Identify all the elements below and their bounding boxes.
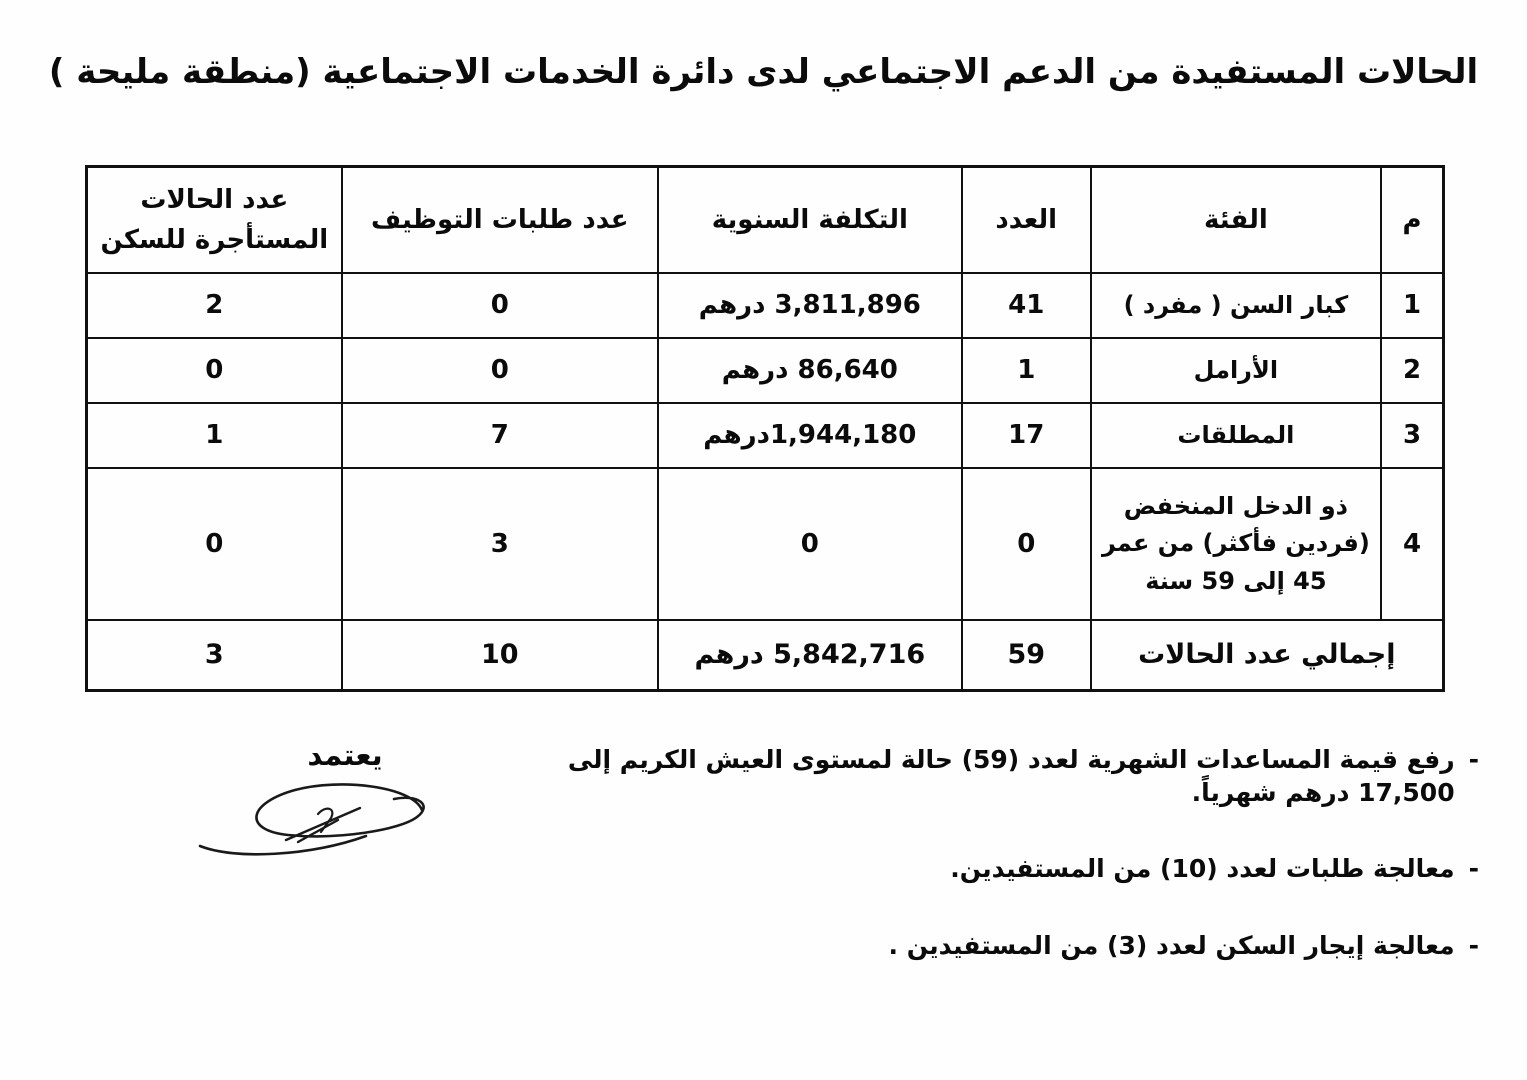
approval-label: يعتمد — [307, 738, 383, 772]
signature — [190, 772, 440, 862]
cases-table — [85, 165, 1445, 692]
cell-count: 0 — [962, 468, 1091, 620]
cell-index: 3 — [1381, 403, 1443, 468]
table-row — [87, 338, 1444, 403]
header-cell-category: الفئة — [1091, 167, 1381, 274]
cell-housing: 2 — [87, 273, 342, 338]
notes-section — [529, 744, 1479, 1006]
total-label: إجمالي عدد الحالات — [1091, 620, 1444, 690]
cell-category: الأرامل — [1091, 338, 1381, 403]
cell-count: 17 — [962, 403, 1091, 468]
header-cell-index: م — [1381, 167, 1443, 274]
note-text: رفع قيمة المساعدات الشهرية لعدد (59) حالة لمستوى العيش الكريم إلى 17,500 درهم شهرياً. — [567, 745, 1455, 807]
table-row — [87, 468, 1444, 620]
cell-jobs: 3 — [342, 468, 658, 620]
cell-cost: 1,944,180درهم — [658, 403, 962, 468]
table-row — [87, 403, 1444, 468]
cell-housing: 1 — [87, 403, 342, 468]
cell-jobs: 7 — [342, 403, 658, 468]
note-item — [529, 744, 1479, 809]
table-header-row — [87, 167, 1444, 274]
note-item — [529, 853, 1479, 886]
note-dash: - — [1468, 854, 1479, 883]
cell-index: 4 — [1381, 468, 1443, 620]
note-text: معالجة إيجار السكن لعدد (3) من المستفيدين . — [888, 930, 1455, 960]
total-housing: 3 — [87, 620, 342, 690]
cell-index: 1 — [1381, 273, 1443, 338]
cell-count: 1 — [962, 338, 1091, 403]
cell-housing: 0 — [87, 468, 342, 620]
cell-category: المطلقات — [1091, 403, 1381, 468]
note-text: معالجة طلبات لعدد (10) من المستفيدين. — [950, 854, 1455, 883]
note-item — [529, 930, 1479, 963]
cell-cost: 3,811,896 درهم — [658, 273, 962, 338]
total-count: 59 — [962, 620, 1091, 690]
cell-index: 2 — [1381, 338, 1443, 403]
cell-category: ذو الدخل المنخفض (فردين فأكثر) من عمر 45 إلى 59 سنة — [1091, 468, 1381, 620]
cell-jobs: 0 — [342, 273, 658, 338]
note-dash: - — [1468, 745, 1479, 774]
header-cell-count: العدد — [962, 167, 1091, 274]
cell-category: كبار السن ( مفرد ) — [1091, 273, 1381, 338]
cell-housing: 0 — [87, 338, 342, 403]
page-title: الحالات المستفيدة من الدعم الاجتماعي لدى دائرة الخدمات الاجتماعية (منطقة مليحة ) — [48, 52, 1479, 92]
cell-cost: 86,640 درهم — [658, 338, 962, 403]
table-row — [87, 273, 1444, 338]
header-cell-housing: عدد الحالات المستأجرة للسكن — [87, 167, 342, 274]
cell-count: 41 — [962, 273, 1091, 338]
header-cell-cost: التكلفة السنوية — [658, 167, 962, 274]
header-cell-jobs: عدد طلبات التوظيف — [342, 167, 658, 274]
note-dash: - — [1468, 930, 1479, 960]
total-row — [87, 620, 1444, 690]
cell-cost: 0 — [658, 468, 962, 620]
total-jobs: 10 — [342, 620, 658, 690]
cell-jobs: 0 — [342, 338, 658, 403]
total-cost: 5,842,716 درهم — [658, 620, 962, 690]
